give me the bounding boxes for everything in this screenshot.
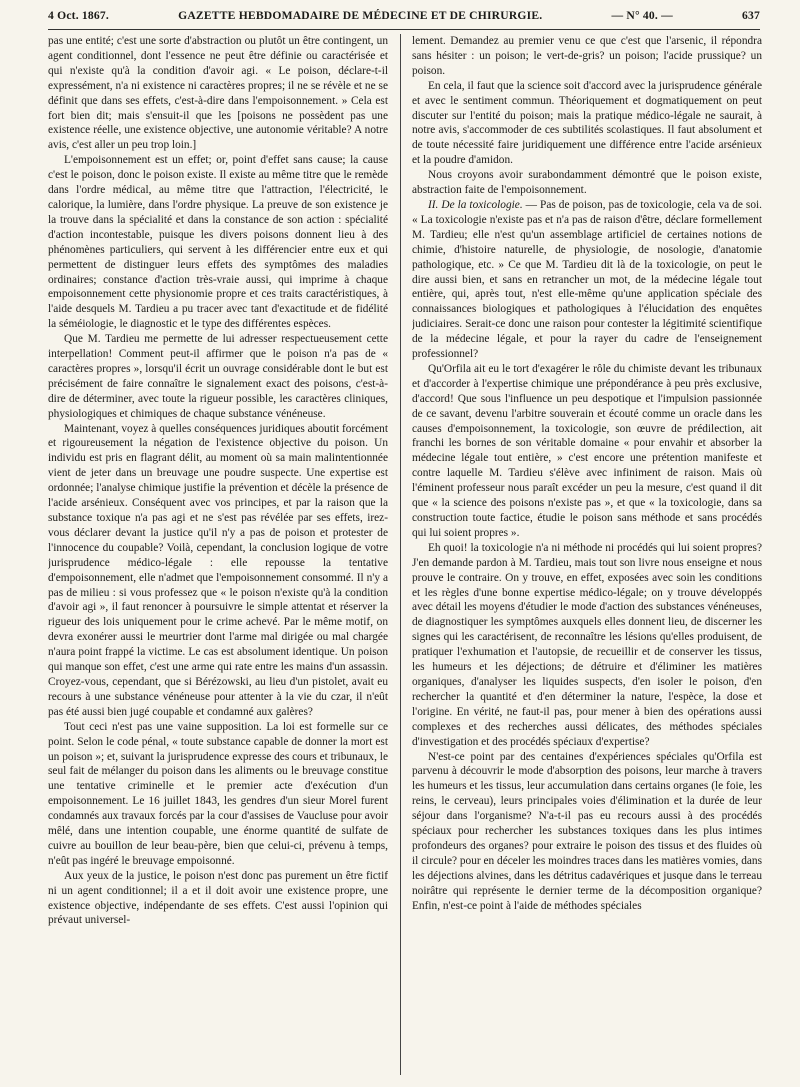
column-divider [400, 34, 401, 1075]
paragraph: Aux yeux de la justice, le poison n'est donc pas purement un être fictif ni un agent conditionnel; il a et il doit avoir une existence propre, une existence objective, indépendante de ses effets. C'est aussi l'opinion qui prévaut universel- [48, 869, 388, 927]
header-rule [48, 29, 760, 30]
header-page-number: 637 [742, 8, 760, 22]
header-issue: — N° 40. — [611, 8, 673, 22]
paragraph: Tout ceci n'est pas une vaine supposition. La loi est formelle sur ce point. Selon le code pénal, « toute substance capable de donner la mort est un poison »; et, suivant la jurisprudence expresse des cours et tribunaux, le seul fait de mélanger du poison dans les aliments ou le breuvage constitue une tentative criminelle et le premier acte d'exécution d'un empoisonnement. Le 16 juillet 1843, les gendres d'un sieur Morel furent condamnés aux travaux forcés par la cour d'assises de Vaucluse pour avoir mêlé, dans une intention coupable, une énorme quantité de sulfate de cuivre au bouillon de leur beau-père, bien que celui-ci, prévenu à temps, n'eût pas ingéré le breuvage empoisonné. [48, 720, 388, 867]
paragraph: Eh quoi! la toxicologie n'a ni méthode ni procédés qui lui soient propres? J'en demande pardon à M. Tardieu, mais tout son livre nous enseigne et nous prouve le contraire. On y trouve, en effet, exposées avec soin les conditions et les règles d'une bonne expertise médico-légale; on y trouve développés avec détail les moyens d'étudier le mode d'action des substances vénéneuses, de diagnostiquer les symptômes auxquels elles donnent lieu, de discerner les signes qui les caractérisent, de reconnaître les lésions qu'elles produisent, de pratiquer l'exhumation et l'autopsie, de recueillir et de conserver les tissus, les humeurs et les déjections; de détruire et d'éliminer les matières organiques, d'analyser les liquides suspects, d'en isoler le poison, d'en rechercher la quantité et d'en déterminer la nature, l'espèce, la dose et l'origine. En vérité, ne faut-il pas, pour mener à bien des opérations aussi complexes et des recherches aussi délicates, des méthodes spéciales d'investigation et des procédés spéciaux d'expertise? [412, 541, 762, 748]
paragraph: lement. Demandez au premier venu ce que c'est que l'arsenic, il répondra sans hésiter : un poison; le vert-de-gris? un poison; l'acide prussique? un poison. [412, 35, 762, 77]
paragraph: Nous croyons avoir surabondamment démontré que le poison existe, abstraction faite de l'empoisonnement. [412, 169, 762, 197]
paragraph: pas une entité; c'est une sorte d'abstraction ou plutôt un être contingent, un agent conditionnel, dont l'essence ne peut être définie ou caractérisée et qui n'existe qu'à la condition d'avoir agi. « Le poison, déclare-t-il expressément, n'a ni existence ni caractères propres; il ne se révèle et ne se définit que dans ses effets, c'est-à-dire dans l'empoisonnement. » Cela est fort bien dit; mais s'ensuit-il que les [poisons ne possèdent pas une existence réelle, une existence objective, une autonomie véritable? A notre avis, c'est aller un peu trop loin.] [48, 35, 388, 152]
page-header [48, 2, 760, 28]
section-heading: II. De la toxicologie. [428, 198, 523, 211]
paragraph: Qu'Orfila ait eu le tort d'exagérer le rôle du chimiste devant les tribunaux et d'accorder à l'expertise chimique une prépondérance à peu près exclusive, d'accord! Que sous l'influence un peu despotique et l'impulsion passionnée de ce savant, devenu l'arbitre souverain et écouté comme un oracle dans les causes d'empoisonnement, la toxicologie, son œuvre de prédilection, ait franchi les bornes de son véritable domaine « pour envahir et absorber la médecine légale tout entière, » c'est encore une prétention manifeste et contre laquelle M. Tardieu s'élève avec infiniment de raison. Mais où l'éminent professeur nous paraît excéder un peu la mesure, c'est quand il dit que « la science des poisons n'existe pas », et que « la toxicologie, dans sa construction toute factice, étudie le poison sans méthode et sans procédés qui lui soient propres ». [412, 362, 762, 539]
header-date: 4 Oct. 1867. [48, 8, 110, 22]
paragraph: N'est-ce point par des centaines d'expériences spéciales qu'Orfila est parvenu à découvrir le mode d'absorption des poisons, leur marche à travers les humeurs et les tissus, leur accumulation dans certains organes (le foie, les reins, le cerveau), leurs principales voies d'élimination et la durée de leur séjour dans l'organisme? N'a-t-il pas eu recours aussi à des procédés spéciaux pour rechercher les substances toxiques dans les plus intimes profondeurs des organes? pour extraire le poison des tissus et des fluides où il circule? pour en déceler les moindres traces dans les matières vomies, dans les déjections alvines, dans les détritus cadavériques et jusque dans le terreau noirâtre qui représente le dernier terme de la décomposition organique? Enfin, n'est-ce point à l'aide de méthodes spéciales [412, 750, 762, 912]
paragraph: L'empoisonnement est un effet; or, point d'effet sans cause; la cause c'est le poison, donc le poison existe. Il existe au même titre que le remède dans l'ordre médical, au même titre que l'attraction, l'électricité, le calorique, la lumière, dans l'ordre physique. La preuve de son existence je la trouve dans la spécialité et dans la constance de son action : spécialité d'action incontestable, puisque les divers poisons donnent lieu à des phénomènes particuliers, qui servent à les différencier entre eux et qui permettent de distinguer leurs effets des symptômes des maladies ordinaires; constance d'action très-vraie aussi, qui imprime à chaque empoisonnement cette physionomie propre et ces traits caractéristiques, à l'aide desquels M. Tardieu a pu tracer avec tant d'exactitude et de fidélité la séméiologie, le diagnostic et le type des différentes espèces. [48, 154, 388, 331]
right-column [412, 34, 762, 1084]
section-first-text: — Pas de poison, pas de toxicologie, cela va de soi. « La toxicologie n'existe pas et n'a pas de raison d'être, déclare formellement M. Tardieu; elle n'est qu'un assemblage artificiel de certaines notions de chimie, d'histoire naturelle, de physiologie, de nosologie, d'anatomie pathologique, etc. » Ce que M. Tardieu dit là de la toxicologie, on peut le dire aussi bien, et sans en retrancher un mot, de la médecine légale tout entière, qui, après tout, n'est elle-même qu'une application spéciale des connaissances biologiques et pathologiques à l'élucidation des enquêtes judiciaires. Serait-ce donc une raison pour contester la légitimité scientifique de la médecine légale, et pour la rayer du cadre de l'enseignement professionnel? [412, 198, 762, 361]
section-paragraph [412, 198, 762, 362]
paragraph: En cela, il faut que la science soit d'accord avec la jurisprudence générale et avec le sentiment commun. Théoriquement et dogmatiquement on peut discuter sur l'entité du poison; mais la pratique médico-légale ne saurait, à notre avis, s'accommoder de ces subtilités scolastiques. Il faut absolument et de toute nécessité faire juridiquement une différence entre l'acide arsénieux et la poudre d'amidon. [412, 79, 762, 167]
left-column [48, 34, 388, 1084]
header-title: GAZETTE HEBDOMADAIRE DE MÉDECINE ET DE CHIRURGIE. [178, 8, 543, 22]
paragraph: Maintenant, voyez à quelles conséquences juridiques aboutit forcément et rigoureusement la négation de l'existence objective du poison. Un individu est pris en flagrant délit, au moment où sa main malintentionnée vient de jeter dans un breuvage une poudre suspecte. Une expertise est ordonnée; l'analyse chimique justifie la prévention et décèle la présence de l'acide arsénieux. Conséquent avec vos principes, et par la raison que la substance toxique n'a pas agi et ne s'est pas révélée par ses effets, irez-vous déclarer devant la justice qu'il n'y a pas de poison et protester de l'innocence du coupable? Voilà, cependant, la conclusion logique de votre jurisprudence médico-légale : elle repousse la tentative d'empoisonnement, elle n'admet que l'empoisonnement consommé. Il n'y a pas de milieu : si vous professez que « le poison n'existe qu'à la condition d'avoir agi », il faut renoncer à poursuivre le simple attentat et réserver la rigueur des lois uniquement pour le crime achevé. Par le même motif, on devra exonérer aussi le meurtrier dont l'arme mal dirigée ou mal chargée n'aura point frappé la victime. Le cas est absolument identique. Un poison qui manque son effet, c'est une arme qui rate entre les mains d'un assassin. Croyez-vous, cependant, que si Bérézowski, au lieu d'un pistolet, avait eu recours à une substance vénéneuse pour attenter à la vie du czar, il n'eût pas été aussi bien jugé coupable et condamné aux galères? [48, 422, 388, 718]
paragraph: Que M. Tardieu me permette de lui adresser respectueusement cette interpellation! Comment peut-il affirmer que le poison n'a pas de « caractères propres », lorsqu'il écrit un ouvrage considérable dont le but est précisément de faire connaître le signalement exact des poisons, c'est-à-dire de déterminer, avec toute la rigueur possible, les caractères cliniques, physiologiques et chimiques de chaque substance vénéneuse. [48, 333, 388, 420]
